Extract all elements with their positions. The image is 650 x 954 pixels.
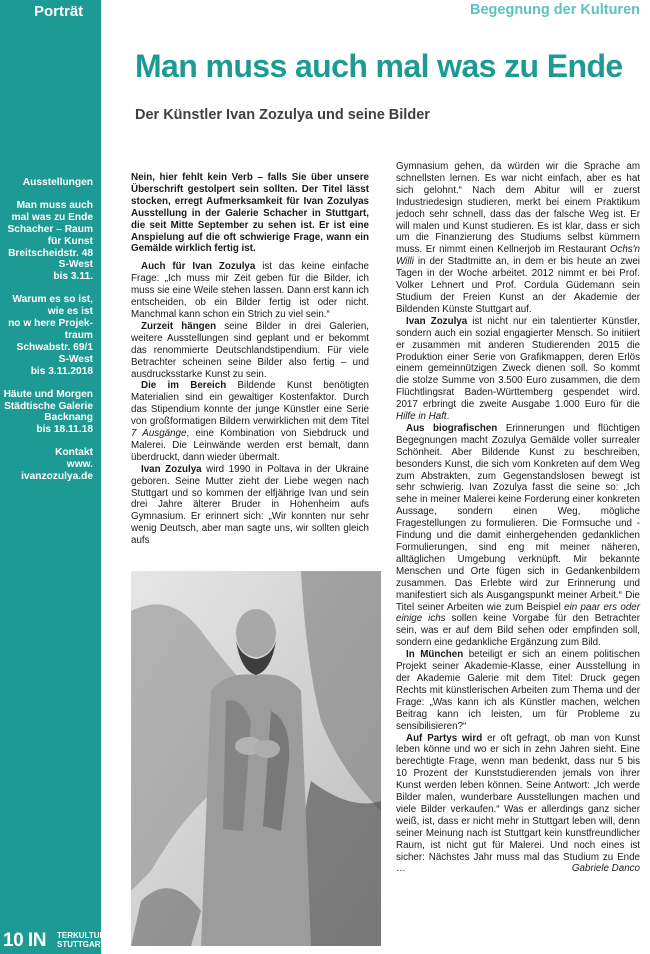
run-in-heading: Auch für Ivan Zozulya <box>141 261 256 273</box>
artist-photo-illustration <box>131 571 381 946</box>
paragraph-text: in der Stadtmitte an, in dem er bis heute an zwei Tagen in der Woche arbeitet. 2012 nimmt er bei Prof. Volker Lehnert und Prof. Cordula Güdemann sein Studium der Freien Kunst an der Akademie der Bildenden Künste Stuttgart auf. <box>396 256 640 315</box>
sidebar-line: S-West <box>58 353 93 365</box>
sidebar-line: Man muss auch <box>16 199 93 211</box>
paragraph-text: ist nicht nur ein talentierter Künstler, sondern auch ein sozial engagierter Mensch. So initiiert er zusammen mit anderen Studierenden 2015 die Produktion einer Serie von Grafikmappen, deren Erlös einem gemeinnützigen Zweck dienen soll. So kommt die stolze Summe von 3.500 Euro zusammen, die dem Flüchtlingsrat Baden-Württemberg gespendet wird. 2017 erbringt die zweite Ausgabe 1.000 Euro für die <box>396 315 640 411</box>
section-label: Porträt <box>0 0 101 27</box>
category-label: Begegnung der Kulturen <box>470 2 640 18</box>
italic-title: Hilfe in Haft <box>396 411 447 423</box>
page-footer <box>3 930 106 952</box>
brand-name: TERKULTUR STUTTGART <box>57 931 106 949</box>
lead-paragraph: Nein, hier fehlt kein Verb – falls Sie über unsere Überschrift gestolpert sein sollten. Der Titel lässt stocken, erregt Aufmerksamkeit für Ivan Zozulyas Ausstellung in der Galerie Schacher in Stuttgart, die seit Mitte September zu sehen ist. Er ist eine Anspielung auf die oft schwierige Frage, wann ein Gemälde wirklich fertig ist. <box>131 172 369 255</box>
sidebar-line: Ausstellungen <box>22 177 93 188</box>
article-column-1 <box>131 172 369 547</box>
italic-title: Ochs'n Willi <box>396 244 640 268</box>
sidebar-line: wie es ist <box>47 306 93 318</box>
paragraph-text: ist das keine einfache Frage: „Ich muss mir Zeit geben für die Bilder, ich muss sie eine Weile stehen lassen. Dann erst kann ich entscheiden, ob ein Bilder fertig ist oder nicht. Manchmal kann schon ein Strich zu viel sein.“ <box>131 261 369 320</box>
italic-title: 7 Ausgänge <box>131 428 187 440</box>
sidebar-line: traum <box>64 329 93 341</box>
run-in-heading: Ivan Zozulya <box>406 315 468 327</box>
paragraph <box>131 380 369 463</box>
author-signature: Gabriele Danco <box>571 863 640 875</box>
paragraph <box>131 261 369 321</box>
paragraph-text: Bildende Kunst benötigten Materialien sind ein gewaltiger Kostenfaktor. Durch das Stipendium konnte der junge Künstler eine Serie von großformatigen Bildern verwirklichen mit dem Titel <box>131 380 370 428</box>
paragraph <box>131 464 369 547</box>
sidebar-spacer <box>0 283 93 294</box>
sidebar-line: ivanzozulya.de <box>21 471 93 483</box>
paragraph-text: seine Bilder in drei Galerien, weitere Ausstellungen sind geplant und er bekommt das renommierte Deutschlandstipendium. Für viele Betrachter scheinen seine Bilder also fertig – und ausdrucksstarke Kunst zu sein. <box>131 320 369 380</box>
sidebar-line: Städtische Galerie <box>4 400 93 412</box>
sidebar-line: www. <box>66 459 93 471</box>
sidebar-line: für Kunst <box>47 235 93 247</box>
paragraph-text: beteiligt er sich an einem politischen Projekt seiner Akademie-Klasse, einer Ausstellung in der Akademie Galerie mit dem Titel: Druck gegen Rechts mit künstlerischen Arbeiten zum Thema und der Frage: „Was kann ich als Künstler machen, welchen Beitrag kann ich leisten, um für Probleme zu sensibilisieren?“ <box>396 649 640 732</box>
sidebar-line: Kontakt <box>55 447 93 459</box>
artist-photo <box>131 571 381 946</box>
paragraph-text: , eine Kombination von Siebdruck und Malerei. Die Leinwände werden erst bemalt, dann überdruckt, dann wieder übermalt. <box>131 428 369 463</box>
sidebar-line: Schwabstr. 69/1 <box>16 341 93 353</box>
paragraph <box>396 733 640 876</box>
paragraph-text: Gymnasium gehen, da würden wir die Sprache am schnellsten lernen. Es war nicht einfach, aber es hat sich gelohnt.“ Nach dem Abitur will er zuerst Industriedesign studieren, merkt bei einem Praktikum jedoch sehr schnell, dass das der falsche Weg ist. Er will malen und Kunst studieren. Es ist klar, dass er sich um die Finanzierung des Studiums selbst kümmern muss. Er nimmt einen Kellnerjob im Restaurant <box>396 161 640 256</box>
article-subtitle: Der Künstler Ivan Zozulya und seine Bilder <box>135 107 430 123</box>
paragraph-text: er oft gefragt, ob man von Kunst leben könne und wo er sich in zehn Jahren sieht. Eine berechtigte Frage, wenn man bedenkt, dass nur 5 bis 10 Prozent der Kunststudierenden jemals von ihrer Kunst werden leben können. Seine Antwort: „Ich werde Bilder malen, wunderbare Ausstellungen machen und viele Bilder verkaufen.“ Was er allerdings ganz sicher weiß, ist, dass er nicht mehr in Stuttgart leben will, denn seiner Meinung nach ist Stuttgart kein kunstfreundlicher Raum, ist nicht gut für Malerei. Und noch eines ist sicher: Nächstes Jahr muss mal das Studium zu Ende … <box>396 732 640 875</box>
sidebar-line: Breitscheidstr. 48 <box>8 247 93 259</box>
top-bar <box>101 0 650 27</box>
sidebar-line: Häute und Morgen <box>3 388 93 400</box>
run-in-heading: Aus biografischen <box>406 422 498 434</box>
paragraph <box>396 423 640 649</box>
exhibition-info <box>0 177 93 483</box>
page-number: 10 IN <box>3 930 46 951</box>
run-in-heading: Ivan Zozulya <box>141 463 202 475</box>
run-in-heading: In München <box>406 649 464 661</box>
article-column-2 <box>396 161 640 875</box>
paragraph-text: wird 1990 in Poltava in der Ukraine geboren. Seine Mutter zieht der Liebe wegen nach Stuttgart und so kommen der elfjährige Ivan und sein drei Jahre älterer Bruder in Hohenheim aufs Gymnasium. Er erinnert sich: „Wir konnten nur sehr wenig Deutsch, aber man sagte uns, wir sollten gleich aufs <box>131 463 370 547</box>
paragraph-text: Erinnerungen und flüchtigen Begegnungen macht Zozulya Gemälde voller surrealer Schönheit. Aber Bildende Kunst zu beschreiben, besonders Kunst, die sich vom Konkreten auf dem Weg zum Abstrakten, zum Gegenstandslosen bewegt ist sehr schwierig. Ivan Zozulya fasst die seine so: „Ich sehe in meiner Malerei keine Forderung einer konkreten Aussage, sondern einen Weg, mögliche Fragestellungen zu formulieren. Die Formsuche und -Findung und die damit einhergehenden gedanklichen Formulierungen, sind eng mit meiner näheren, alltäglichen Umgebung verknüpft. Mir bekannte Menschen und Orte fügen sich in Gedankenbildern zusammen. Das Erlebte wird zur Erinnerung und manifestiert sich als Ausgangspunkt meiner Arbeit.“ Die Titel seiner Arbeiten wie zum Beispiel <box>396 422 640 613</box>
sidebar-line: S-West <box>58 259 93 271</box>
sidebar-line: Backnang <box>44 412 93 424</box>
paragraph <box>396 161 640 316</box>
run-in-heading: Auf Partys wird <box>406 732 483 744</box>
paragraph <box>396 649 640 732</box>
article-title: Man muss auch mal was zu Ende <box>135 48 623 84</box>
paragraph-text: . <box>446 411 450 423</box>
sidebar-spacer <box>0 436 93 447</box>
sidebar-spacer <box>0 189 93 200</box>
sidebar-line: bis 18.11.18 <box>36 424 93 436</box>
sidebar-line: bis 3.11.2018 <box>30 365 93 377</box>
run-in-heading: Zurzeit hängen <box>141 320 217 332</box>
paragraph <box>131 321 369 381</box>
sidebar-line: Warum es so ist, <box>12 294 93 306</box>
paragraph-text: sollen keine Vorgabe für den Betrachter sein, was er auf dem Bild sehen oder empfinden soll, sondern eine gedankliche Ergänzung zum Bild. <box>396 613 640 649</box>
sidebar-spacer <box>0 378 93 389</box>
sidebar-line: bis 3.11. <box>53 271 93 283</box>
sidebar-line: Schacher – Raum <box>7 223 93 235</box>
italic-title: ein paar ers oder einige ichs <box>396 601 640 625</box>
run-in-heading: Die im Bereich <box>141 380 227 392</box>
sidebar-line: mal was zu Ende <box>11 211 93 223</box>
paragraph <box>396 316 640 423</box>
sidebar-line: no w here Projek- <box>8 318 93 330</box>
